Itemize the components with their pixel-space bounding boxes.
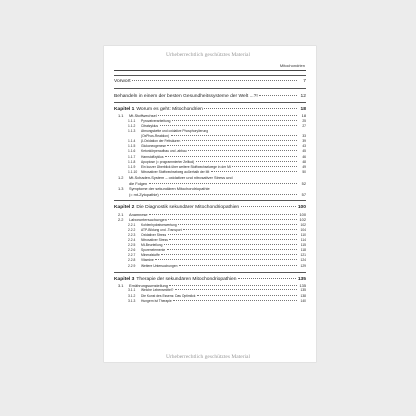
toc-page-number: 129 <box>300 263 306 268</box>
toc-page-number: 39 <box>302 139 306 144</box>
toc-subsection <box>128 144 306 148</box>
toc-subsection <box>128 160 306 164</box>
toc-entry-title: Harnstoffzyklus <box>141 154 164 159</box>
toc-entry-number: 2.2.7 <box>128 253 136 258</box>
toc-entry-title: Ernährungsumstellung <box>129 282 168 288</box>
toc-leader-dots <box>161 254 296 255</box>
toc-page-number: 48 <box>302 159 306 164</box>
toc-leader-dots <box>149 183 297 184</box>
toc-page-number: 124 <box>300 258 306 263</box>
toc-page-number: 25 <box>302 118 306 123</box>
toc-section <box>118 181 306 186</box>
chapter-title: Therapie der sekundären Mitochondriopathien <box>136 276 237 282</box>
watermark-top: Urheberrechtlich geschütztes Material <box>166 52 250 58</box>
toc-page-number: 49 <box>302 164 306 169</box>
watermark-bottom: Urheberrechtlich geschütztes Material <box>166 354 250 360</box>
toc-front-entry <box>114 79 306 84</box>
toc-page-number: 46 <box>302 154 306 159</box>
toc-subsection <box>128 124 306 128</box>
toc-entry-number: 2.2.2 <box>128 227 136 232</box>
toc-leader-dots <box>172 120 296 121</box>
chapter-title: Worum es geht: Mitochondrien <box>136 107 203 112</box>
toc-subsection <box>128 288 306 292</box>
toc-leader-dots <box>168 234 297 235</box>
toc-leader-dots <box>171 135 297 136</box>
toc-entry-title: Pyruvatverarbeitung <box>141 118 171 123</box>
toc-section <box>118 186 306 191</box>
toc-page-number: 52 <box>301 180 306 186</box>
toc-subsection <box>128 243 306 247</box>
toc-subsection <box>128 149 306 153</box>
toc-chapter <box>114 205 306 210</box>
toc-leader-dots <box>175 289 297 290</box>
toc-entry-title: Welche Lebensmittel? <box>141 288 174 293</box>
toc-page-number: 110 <box>300 232 306 237</box>
toc-leader-dots <box>164 244 297 245</box>
toc-subsection <box>128 223 306 227</box>
toc-section <box>118 175 306 180</box>
toc-page-number: 121 <box>300 253 306 258</box>
toc-page-number: 135 <box>300 288 306 293</box>
toc-entry-number: 2.2 <box>118 217 124 223</box>
toc-entry-number: 1.1 <box>118 113 124 119</box>
toc-leader-dots <box>211 171 297 172</box>
toc-leader-dots <box>259 95 296 96</box>
toc-entry-title: Die Kunst des Essens: Das Optimilck <box>141 293 196 298</box>
toc-subsection <box>128 139 306 143</box>
toc-entry-number: 1.3 <box>118 186 124 192</box>
toc-entry-number: 2.2.3 <box>128 232 136 237</box>
toc-entry-title: Ketonkörperaufbau und -abbau <box>141 149 187 154</box>
toc-page-number: 50 <box>302 169 306 174</box>
toc-entry-title: Hungern ist Therapie <box>141 298 172 303</box>
toc-section <box>118 283 306 288</box>
book-page <box>104 46 316 362</box>
toc-leader-dots <box>182 140 297 141</box>
toc-subsection <box>128 228 306 232</box>
toc-subsection <box>128 294 306 298</box>
toc-entry-number: 2.2.6 <box>128 248 136 253</box>
toc-page-number: 102 <box>300 222 306 227</box>
toc-leader-dots <box>179 265 297 266</box>
toc-leader-dots <box>178 224 296 225</box>
toc-subsection <box>128 299 306 303</box>
toc-leader-dots <box>155 259 296 260</box>
toc-leader-dots <box>238 278 296 279</box>
chapter-number: Kapitel 1 <box>114 107 135 112</box>
toc-entry-number: 3.1.1 <box>128 288 136 293</box>
toc-leader-dots <box>165 156 297 157</box>
toc-entry-number: 2.2.4 <box>128 238 136 242</box>
toc-subsection <box>128 238 306 242</box>
toc-page-number: 104 <box>300 227 306 232</box>
toc-entry-title: Behandeln in einem der besten Gesundheitssysteme der Welt ...?! <box>114 93 258 99</box>
chapter-number: Kapitel 3 <box>114 276 135 282</box>
toc-entry-title: Ein kurzer Überblick über weitere Stoffwechselwege in der Mt <box>141 164 231 169</box>
toc-subsection <box>128 233 306 237</box>
toc-entry-title: Vorwort <box>114 79 131 84</box>
toc-entry-title: die Folgen <box>129 180 148 186</box>
toc-page-number: 135 <box>299 282 306 288</box>
toc-entry-number: 2.2.5 <box>128 243 136 248</box>
toc-entry-title: Apoptose (= programmierter Zelltod) <box>141 159 195 164</box>
toc-page-number: 100 <box>297 205 306 211</box>
toc-entry-title: (= mt-Zytopathie) <box>129 191 159 197</box>
section-separator <box>114 75 306 76</box>
toc-entry-number: 3.1.2 <box>128 293 136 298</box>
toc-entry-number: 1.1.5 <box>128 144 136 149</box>
toc-page-number: 7 <box>303 79 306 84</box>
toc-page-number: 18 <box>300 107 306 112</box>
section-separator <box>114 272 306 273</box>
toc-entry-title: Atmungskette und oxidative Phosphorylierung <box>141 129 209 133</box>
toc-section <box>118 192 306 197</box>
toc-leader-dots <box>173 300 296 301</box>
toc-entry-title: Mt-Schaden-System – oxidativer und nitrosativer Stress und <box>129 174 233 180</box>
toc-leader-dots <box>197 295 297 296</box>
toc-entry-number: 2.2.1 <box>128 222 136 227</box>
toc-section <box>118 212 306 217</box>
toc-entry-title: Nitrosativer Stress <box>141 238 168 242</box>
toc-leader-dots <box>160 125 297 126</box>
toc-subsection <box>128 134 306 138</box>
toc-leader-dots <box>204 108 296 109</box>
toc-entry-number: 1.1.7 <box>128 154 136 159</box>
toc-entry-title: Symptome der sekundären Mitochondriopathie <box>129 186 210 192</box>
toc-entry-title: Anamnese <box>129 211 148 217</box>
toc-leader-dots <box>167 249 297 250</box>
toc-page-number: 135 <box>297 276 306 282</box>
toc-entry-number: 1.1.10 <box>128 169 138 174</box>
toc-entry-number: 1.2 <box>118 174 124 180</box>
toc-entry-title: Citratzyklus <box>141 123 159 128</box>
toc-subsection <box>128 165 306 169</box>
toc-chapter <box>114 277 306 282</box>
chapter-number: Kapitel 2 <box>114 205 135 211</box>
toc-leader-dots <box>149 214 296 215</box>
toc-chapter <box>114 107 306 112</box>
header-rule <box>114 70 306 71</box>
toc-entry-title: Oxidativer Stress <box>141 232 167 237</box>
toc-entry-title: Mt-Beurteilung <box>141 243 163 248</box>
section-separator <box>114 88 306 89</box>
toc-entry-title: Kohlenhydratverwertung <box>141 222 177 227</box>
toc-leader-dots <box>169 239 296 240</box>
toc-page-number: 115 <box>300 243 306 248</box>
toc-leader-dots <box>168 219 296 220</box>
toc-leader-dots <box>183 229 296 230</box>
toc-page-number: 27 <box>302 123 306 128</box>
toc-entry-title: Spurenelemente <box>141 248 166 253</box>
toc-entry-number: 1.1.3 <box>128 129 136 133</box>
toc-entry-number: 1.1.1 <box>128 118 136 123</box>
toc-section <box>118 217 306 222</box>
toc-page-number: 43 <box>302 144 306 149</box>
toc-leader-dots <box>169 285 296 286</box>
running-head: Mitochondrien <box>279 63 305 68</box>
toc-leader-dots <box>132 80 296 81</box>
toc-entry-title: Laboruntersuchungen <box>129 217 167 223</box>
toc-page-number: 102 <box>299 217 306 223</box>
toc-leader-dots <box>188 150 296 151</box>
toc-entry-number: 2.1 <box>118 211 124 217</box>
toc-page-number: 12 <box>300 93 306 99</box>
chapter-title: Die Diagnostik sekundärer Mitochondriopathien <box>136 205 240 211</box>
toc-entry-title: Weitere Untersuchungen <box>141 263 178 268</box>
toc-leader-dots <box>241 206 297 207</box>
toc-subsection <box>128 253 306 257</box>
toc-leader-dots <box>158 115 296 116</box>
toc-subsection <box>128 170 306 174</box>
toc-entry-number: 3.1.3 <box>128 298 136 303</box>
toc-subsection <box>128 248 306 252</box>
toc-entry-number: 1.1.8 <box>128 159 136 164</box>
toc-entry-number: 1.1.6 <box>128 149 136 154</box>
toc-subsection <box>128 258 306 262</box>
toc-subsection <box>128 119 306 123</box>
toc-entry-number: 2.2.9 <box>128 263 136 268</box>
toc-entry-title: Mt-Stoffwechsel <box>129 113 157 119</box>
toc-entry-title: (OxPhos-Reaktion) <box>141 134 170 139</box>
toc-page-number: 140 <box>300 298 306 303</box>
section-separator <box>114 102 306 103</box>
toc-subsection <box>128 155 306 159</box>
toc-entry-number: 1.1.4 <box>128 139 136 144</box>
toc-page-number: 114 <box>300 238 306 242</box>
toc-entry-number: 1.1.2 <box>128 123 136 128</box>
toc-page-number: 18 <box>301 113 306 119</box>
toc-subsection <box>128 129 306 133</box>
toc-entry-number: 1.1.9 <box>128 164 136 169</box>
toc-entry-title: Nitrosativer Stoffwechselweg außerhalb der Mt <box>141 169 210 174</box>
toc-page-number: 138 <box>300 293 306 298</box>
toc-front-entry <box>114 94 306 99</box>
toc-entry-title: Vitamine <box>141 258 154 263</box>
toc-page-number: 45 <box>302 149 306 154</box>
toc-page-number: 33 <box>302 134 306 139</box>
toc-entry-title: Glukoneogenese <box>141 144 166 149</box>
toc-page-number: 100 <box>299 211 306 217</box>
toc-page-number: 118 <box>300 248 306 253</box>
toc-entry-title: Mineralstoffe <box>141 253 160 258</box>
toc-entry-title: β-Oxidation der Fettsäuren <box>141 139 181 144</box>
toc-page-number: 57 <box>301 191 306 197</box>
toc-entry-title: ATP-Bildung und -Transport <box>141 227 182 232</box>
toc-leader-dots <box>232 166 296 167</box>
section-separator <box>114 200 306 201</box>
toc-leader-dots <box>167 145 296 146</box>
toc-subsection <box>128 264 306 268</box>
toc-entry-number: 2.2.8 <box>128 258 136 263</box>
toc-leader-dots <box>160 194 296 195</box>
toc-section <box>118 113 306 118</box>
toc-leader-dots <box>196 161 297 162</box>
toc-entry-number: 3.1 <box>118 282 124 288</box>
